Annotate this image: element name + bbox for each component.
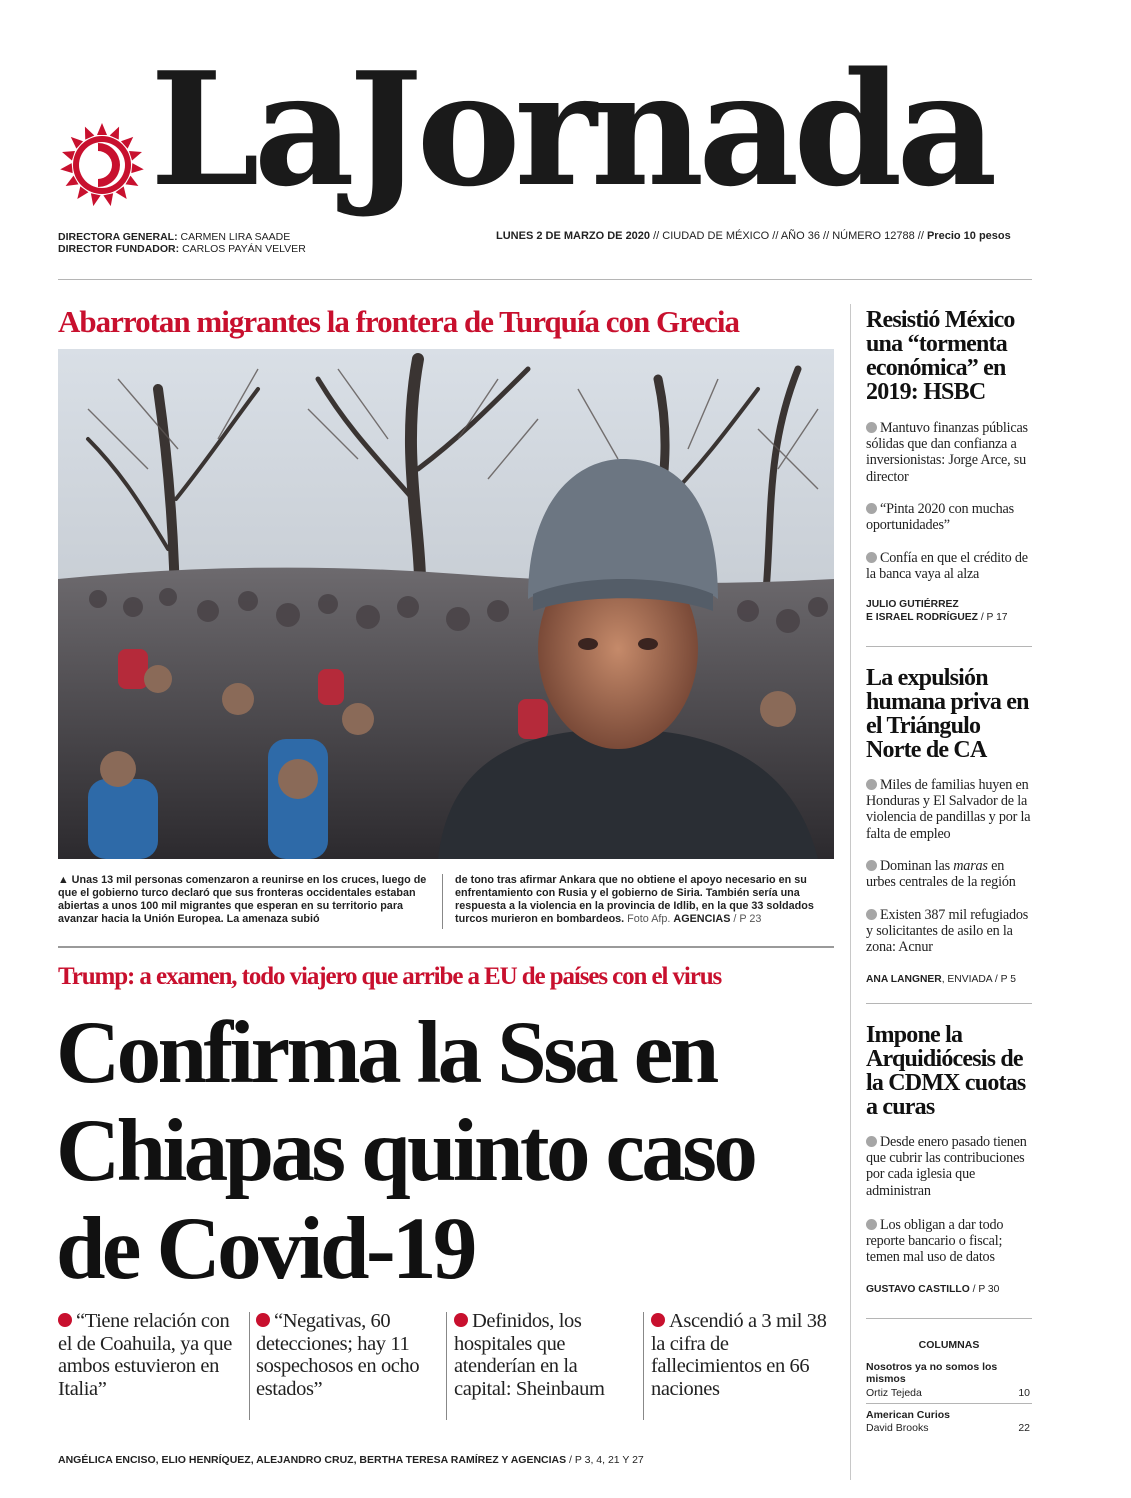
caption-divider	[442, 874, 443, 929]
section-rule	[58, 946, 834, 948]
sidebar-story-1-item	[866, 420, 1036, 485]
masthead-title: LaJornada	[150, 38, 992, 221]
director-credit	[58, 231, 290, 243]
item-text: Confía en que el crédito de la banca vaya al alza	[866, 550, 1028, 583]
migrants-crowd-photo[interactable]	[58, 349, 834, 859]
bullet-text: Definidos, los hospitales que atenderían en la capital: Sheinbaum	[454, 1310, 605, 1400]
sidebar-story-1-byline-2	[866, 612, 1008, 624]
column-entry-1-name[interactable]: Nosotros ya no somos los mismos	[866, 1361, 998, 1385]
red-bullet-icon	[651, 1313, 665, 1327]
item-text: Mantuvo finanzas públicas sólidas que dan confianza a inversionistas: Jorge Arce, su director	[866, 420, 1028, 485]
columns-title: COLUMNAS	[918, 1339, 980, 1351]
founder-label: DIRECTOR FUNDADOR:	[58, 243, 180, 255]
item-text: Dominan las	[880, 858, 954, 874]
sidebar-rule	[866, 646, 1032, 647]
sidebar-rule	[866, 1318, 1032, 1319]
byline-pages: / P 3, 4, 21 Y 27	[566, 1454, 644, 1466]
sidebar-story-1-item	[866, 550, 1036, 582]
sidebar-story-3-item	[866, 1217, 1036, 1266]
sidebar-story-2-headline[interactable]: La expulsión humana priva en el Triángulo Norte de CA	[866, 665, 1029, 763]
grey-bullet-icon	[866, 422, 877, 433]
bullet-divider	[643, 1312, 644, 1420]
bullet-divider	[249, 1312, 250, 1420]
issue-date: LUNES 2 DE MARZO DE 2020	[496, 230, 651, 242]
item-text-rest: en urbes centrales de la región	[866, 858, 1016, 891]
red-bullet-icon	[256, 1313, 270, 1327]
byline-page: / P 30	[969, 1284, 1000, 1295]
grey-bullet-icon	[866, 860, 877, 871]
bullet-text: “Negativas, 60 detecciones; hay 11 sospechosos en ocho estados”	[256, 1310, 420, 1400]
photo-caption-left: ▲ Unas 13 mil personas comenzaron a reunirse en los cruces, luego de que el gobierno turco declaró que sus fronteras occidentales estaban abiertas a unos 100 mil migrantes que esperan en su territorio para avanzar hacia la Unión Europea. La amenaza subió	[58, 874, 427, 925]
bullet-divider	[446, 1312, 447, 1420]
byline-text: E ISRAEL RODRÍGUEZ	[866, 612, 978, 623]
grey-bullet-icon	[866, 552, 877, 563]
byline-text: ANA LANGNER	[866, 974, 942, 985]
sidebar-story-2-item	[866, 907, 1036, 956]
item-text: Existen 387 mil refugiados y solicitantes de asilo en la zona: Acnur	[866, 907, 1029, 956]
sidebar-story-1-item	[866, 501, 1036, 533]
main-story-kicker[interactable]: Trump: a examen, todo viajero que arribe a EU de países con el virus	[58, 963, 722, 990]
sidebar-story-2-item	[866, 858, 1036, 890]
columns-rule	[866, 1403, 1032, 1404]
sidebar-rule	[866, 1003, 1032, 1004]
sidebar-story-1-byline: JULIO GUTIÉRREZ	[866, 599, 959, 610]
grey-bullet-icon	[866, 503, 877, 514]
photo-credit: Foto Afp.	[624, 913, 674, 925]
byline-page: / P 5	[992, 974, 1016, 985]
sidebar-story-2-byline	[866, 974, 1016, 986]
main-bullet-2	[256, 1310, 441, 1400]
grey-bullet-icon	[866, 1136, 877, 1147]
item-text: Miles de familias huyen en Honduras y El Salvador de la violencia de pandillas y por la falta de empleo	[866, 777, 1031, 842]
sun-logo-icon	[58, 120, 148, 210]
grey-bullet-icon	[866, 909, 877, 920]
issue-price: Precio 10 pesos	[926, 230, 1011, 242]
sidebar-divider	[850, 304, 851, 1480]
byline-names: ANGÉLICA ENCISO, ELIO HENRÍQUEZ, ALEJANDRO CRUZ, BERTHA TERESA RAMÍREZ Y AGENCIAS	[58, 1454, 567, 1466]
main-bullet-4	[651, 1310, 836, 1400]
director-name: CARMEN LIRA SAADE	[180, 231, 291, 243]
item-text: “Pinta 2020 con muchas oportunidades”	[866, 501, 1014, 534]
sidebar-story-2-item	[866, 777, 1036, 842]
column-entry-2-author: David Brooks	[866, 1422, 929, 1434]
column-entry-1-page: 10	[1018, 1387, 1030, 1399]
founder-name: CARLOS PAYÁN VELVER	[182, 243, 306, 255]
sidebar-story-3-item	[866, 1134, 1036, 1199]
dateline	[496, 230, 1011, 242]
column-entry-2-name[interactable]: American Curios	[866, 1409, 951, 1421]
main-bullet-1	[58, 1310, 243, 1400]
bullet-text: Ascendió a 3 mil 38 la cifra de fallecimientos en 66 naciones	[651, 1310, 827, 1400]
byline-text: GUSTAVO CASTILLO	[866, 1284, 970, 1295]
sidebar-story-3-headline[interactable]: Impone la Arquidiócesis de la CDMX cuotas a curas	[866, 1022, 1026, 1120]
bullet-text: “Tiene relación con el de Coahuila, ya que ambos estuvieron en Italia”	[58, 1310, 232, 1400]
item-text: Los obligan a dar todo reporte bancario o fiscal; temen mal uso de datos	[866, 1217, 1004, 1266]
main-story-headline[interactable]: Confirma la Ssa en Chiapas quinto caso de Covid-19	[56, 1004, 755, 1298]
caption-page: / P 23	[730, 913, 762, 925]
top-story-headline[interactable]: Abarrotan migrantes la frontera de Turquía con Grecia	[58, 304, 739, 339]
sidebar-story-1-headline[interactable]: Resistió México una “tormenta económica” en 2019: HSBC	[866, 307, 1015, 405]
photo-caption-right	[455, 874, 827, 926]
dateline-details: // CIUDAD DE MÉXICO // AÑO 36 // NÚMERO 12788 //	[650, 230, 927, 242]
main-story-bylines	[58, 1454, 644, 1466]
director-label: DIRECTORA GENERAL:	[58, 231, 178, 243]
founder-credit	[58, 243, 306, 255]
red-bullet-icon	[454, 1313, 468, 1327]
grey-bullet-icon	[866, 779, 877, 790]
caption-right-text: de tono tras afirmar Ankara que no obtiene el apoyo necesario en su enfrentamiento con Rusia y el gobierno de Siria. También sería una respuesta a la violencia en la provincia de Idlib, en la que 33 soldados turcos murieron en bombardeos.	[455, 874, 814, 925]
byline-page: / P 17	[977, 612, 1008, 623]
column-entry-2-page: 22	[1018, 1422, 1030, 1434]
column-entry-1-author: Ortiz Tejeda	[866, 1387, 922, 1399]
byline-extra: , ENVIADA	[941, 974, 993, 985]
sidebar-story-3-byline	[866, 1284, 999, 1296]
main-bullet-3	[454, 1310, 639, 1400]
caption-source: AGENCIAS	[673, 913, 731, 925]
red-bullet-icon	[58, 1313, 72, 1327]
grey-bullet-icon	[866, 1219, 877, 1230]
item-text: Desde enero pasado tienen que cubrir las contribuciones por cada iglesia que administran	[866, 1134, 1027, 1199]
item-italic: maras	[953, 858, 988, 874]
masthead-rule	[58, 279, 1032, 280]
